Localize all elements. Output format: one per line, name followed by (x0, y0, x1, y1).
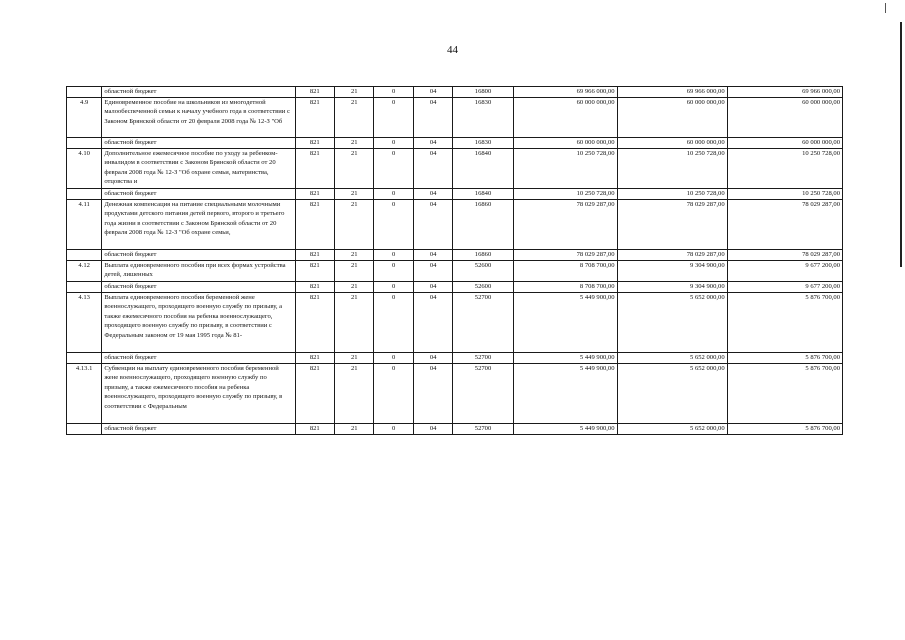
table-row (67, 424, 843, 435)
item-name-text: Субвенции на выплату единовременного пособия беременной жене военнослужащего, проходящего военную службу по призыву, а также ежемесячного пособия на ребенка военнослужащего, проходящего военную службу по призыву, в соответствии с Федеральным (104, 365, 283, 410)
row-number-cell (67, 138, 102, 149)
code-ministry-cell: 821 (295, 282, 334, 293)
item-name-cell (102, 293, 295, 353)
code-program-cell: 04 (413, 424, 452, 435)
code-section-cell: 21 (335, 138, 374, 149)
amount-year1-cell: 10 250 728,00 (513, 189, 617, 200)
table-row (67, 149, 843, 189)
item-name-text: областной бюджет (104, 251, 157, 258)
item-name-cell (102, 261, 295, 282)
amount-year2-cell: 69 966 000,00 (617, 87, 727, 98)
amount-year3-cell: 69 966 000,00 (727, 87, 842, 98)
item-name-cell (102, 424, 295, 435)
code-ministry-cell: 821 (295, 200, 334, 250)
code-target-cell: 16860 (453, 200, 513, 250)
table-row (67, 200, 843, 250)
item-name-text: Выплата единовременного пособия беременной жене военнослужащего, проходящего военную службу по призыву, а также ежемесячного пособия на ребенка военнослужащего, проходящего военную службу по призыву, в соответствии с Федеральным законом от 19 мая 1995 года № 81- (104, 294, 283, 339)
code-subsection-cell: 0 (374, 87, 413, 98)
code-subsection-cell: 0 (374, 293, 413, 353)
amount-year1-cell: 8 708 700,00 (513, 261, 617, 282)
code-program-cell: 04 (413, 261, 452, 282)
item-name-cell (102, 138, 295, 149)
code-ministry-cell: 821 (295, 353, 334, 364)
code-section-cell: 21 (335, 364, 374, 424)
table-row (67, 87, 843, 98)
amount-year3-cell: 9 677 200,00 (727, 282, 842, 293)
code-section-cell: 21 (335, 200, 374, 250)
item-name-cell (102, 149, 295, 189)
amount-year2-cell: 9 304 900,00 (617, 282, 727, 293)
table-row (67, 98, 843, 138)
code-target-cell: 52700 (453, 364, 513, 424)
item-name-text: Дополнительное ежемесячное пособие по уходу за ребенком-инвалидом в соответствии с Законом Брянской области от 20 февраля 2008 года № 12-З "Об охране семьи, материнства, отцовства и (104, 150, 278, 186)
code-ministry-cell: 821 (295, 250, 334, 261)
code-target-cell: 52600 (453, 261, 513, 282)
code-subsection-cell: 0 (374, 424, 413, 435)
code-target-cell: 52700 (453, 424, 513, 435)
code-target-cell: 52700 (453, 293, 513, 353)
code-subsection-cell: 0 (374, 353, 413, 364)
table-row (67, 364, 843, 424)
item-name-text: областной бюджет (104, 283, 157, 290)
amount-year1-cell: 5 449 900,00 (513, 424, 617, 435)
row-number-cell (67, 424, 102, 435)
item-name-text: областной бюджет (104, 190, 157, 197)
code-target-cell: 16840 (453, 149, 513, 189)
amount-year3-cell: 9 677 200,00 (727, 261, 842, 282)
item-name-text: областной бюджет (104, 425, 157, 432)
amount-year2-cell: 78 029 287,00 (617, 200, 727, 250)
table-row (67, 282, 843, 293)
code-ministry-cell: 821 (295, 149, 334, 189)
code-section-cell: 21 (335, 424, 374, 435)
code-section-cell: 21 (335, 293, 374, 353)
code-section-cell: 21 (335, 353, 374, 364)
amount-year1-cell: 78 029 287,00 (513, 250, 617, 261)
amount-year2-cell: 5 652 000,00 (617, 293, 727, 353)
row-number-cell (67, 353, 102, 364)
amount-year2-cell: 5 652 000,00 (617, 353, 727, 364)
item-name-text: Денежная компенсация на питание специальными молочными продуктами детского питания детей первого, второго и третьего года жизни в соответствии с Законом Брянской области от 20 февраля 2008 года № 12-З "Об охране семьи, (104, 201, 285, 237)
amount-year2-cell: 60 000 000,00 (617, 138, 727, 149)
item-name-text: областной бюджет (104, 88, 157, 95)
code-program-cell: 04 (413, 149, 452, 189)
amount-year1-cell: 69 966 000,00 (513, 87, 617, 98)
table-row (67, 138, 843, 149)
budget-table (66, 86, 843, 435)
code-subsection-cell: 0 (374, 200, 413, 250)
amount-year3-cell: 10 250 728,00 (727, 189, 842, 200)
item-name-text: Единовременное пособие на школьников из многодетной малообеспеченной семьи к началу учебного года в соответствии с Законом Брянской области от 20 февраля 2008 года № 12-З "Об (104, 99, 290, 125)
code-program-cell: 04 (413, 250, 452, 261)
scan-edge-bar (900, 22, 902, 267)
code-target-cell: 52600 (453, 282, 513, 293)
code-program-cell: 04 (413, 353, 452, 364)
amount-year3-cell: 60 000 000,00 (727, 138, 842, 149)
code-ministry-cell: 821 (295, 293, 334, 353)
amount-year1-cell: 5 449 900,00 (513, 353, 617, 364)
item-name-cell (102, 98, 295, 138)
code-section-cell: 21 (335, 282, 374, 293)
amount-year2-cell: 78 029 287,00 (617, 250, 727, 261)
amount-year3-cell: 10 250 728,00 (727, 149, 842, 189)
code-section-cell: 21 (335, 98, 374, 138)
code-subsection-cell: 0 (374, 261, 413, 282)
row-number-cell (67, 282, 102, 293)
code-subsection-cell: 0 (374, 98, 413, 138)
amount-year2-cell: 5 652 000,00 (617, 364, 727, 424)
row-number-cell (67, 87, 102, 98)
code-subsection-cell: 0 (374, 250, 413, 261)
amount-year3-cell: 5 876 700,00 (727, 353, 842, 364)
code-program-cell: 04 (413, 98, 452, 138)
table-row (67, 250, 843, 261)
amount-year1-cell: 60 000 000,00 (513, 138, 617, 149)
item-name-cell (102, 364, 295, 424)
code-section-cell: 21 (335, 149, 374, 189)
amount-year3-cell: 60 000 000,00 (727, 98, 842, 138)
amount-year1-cell: 60 000 000,00 (513, 98, 617, 138)
code-ministry-cell: 821 (295, 98, 334, 138)
amount-year3-cell: 5 876 700,00 (727, 364, 842, 424)
table-body (67, 87, 843, 435)
page-number: 44 (447, 44, 458, 56)
code-ministry-cell: 821 (295, 364, 334, 424)
item-name-cell (102, 353, 295, 364)
code-section-cell: 21 (335, 189, 374, 200)
row-number-cell (67, 250, 102, 261)
code-target-cell: 16860 (453, 250, 513, 261)
item-name-cell (102, 200, 295, 250)
amount-year2-cell: 9 304 900,00 (617, 261, 727, 282)
amount-year1-cell: 10 250 728,00 (513, 149, 617, 189)
code-ministry-cell: 821 (295, 189, 334, 200)
code-program-cell: 04 (413, 138, 452, 149)
item-name-cell (102, 282, 295, 293)
code-program-cell: 04 (413, 293, 452, 353)
row-number-cell: 4.12 (67, 261, 102, 282)
code-target-cell: 16830 (453, 98, 513, 138)
code-program-cell: 04 (413, 200, 452, 250)
code-subsection-cell: 0 (374, 189, 413, 200)
row-number-cell (67, 189, 102, 200)
row-number-cell: 4.11 (67, 200, 102, 250)
code-program-cell: 04 (413, 364, 452, 424)
amount-year2-cell: 10 250 728,00 (617, 189, 727, 200)
code-subsection-cell: 0 (374, 138, 413, 149)
amount-year3-cell: 5 876 700,00 (727, 293, 842, 353)
code-program-cell: 04 (413, 282, 452, 293)
amount-year1-cell: 5 449 900,00 (513, 293, 617, 353)
amount-year3-cell: 5 876 700,00 (727, 424, 842, 435)
item-name-cell (102, 87, 295, 98)
item-name-text: Выплата единовременного пособия при всех формах устройства детей, лишенных (104, 262, 286, 279)
code-ministry-cell: 821 (295, 87, 334, 98)
table-row (67, 189, 843, 200)
amount-year2-cell: 10 250 728,00 (617, 149, 727, 189)
item-name-cell (102, 250, 295, 261)
code-section-cell: 21 (335, 250, 374, 261)
item-name-text: областной бюджет (104, 139, 157, 146)
code-target-cell: 16840 (453, 189, 513, 200)
edge-mark (885, 3, 886, 13)
code-target-cell: 16800 (453, 87, 513, 98)
code-subsection-cell: 0 (374, 364, 413, 424)
code-target-cell: 52700 (453, 353, 513, 364)
amount-year1-cell: 78 029 287,00 (513, 200, 617, 250)
code-ministry-cell: 821 (295, 138, 334, 149)
code-program-cell: 04 (413, 189, 452, 200)
table-row (67, 293, 843, 353)
table-row (67, 261, 843, 282)
amount-year3-cell: 78 029 287,00 (727, 200, 842, 250)
table-row (67, 353, 843, 364)
code-subsection-cell: 0 (374, 149, 413, 189)
row-number-cell: 4.9 (67, 98, 102, 138)
row-number-cell: 4.13 (67, 293, 102, 353)
code-section-cell: 21 (335, 261, 374, 282)
amount-year1-cell: 8 708 700,00 (513, 282, 617, 293)
amount-year3-cell: 78 029 287,00 (727, 250, 842, 261)
amount-year1-cell: 5 449 900,00 (513, 364, 617, 424)
code-program-cell: 04 (413, 87, 452, 98)
amount-year2-cell: 60 000 000,00 (617, 98, 727, 138)
row-number-cell: 4.10 (67, 149, 102, 189)
amount-year2-cell: 5 652 000,00 (617, 424, 727, 435)
item-name-text: областной бюджет (104, 354, 157, 361)
item-name-cell (102, 189, 295, 200)
code-ministry-cell: 821 (295, 424, 334, 435)
code-section-cell: 21 (335, 87, 374, 98)
code-subsection-cell: 0 (374, 282, 413, 293)
row-number-cell: 4.13.1 (67, 364, 102, 424)
code-ministry-cell: 821 (295, 261, 334, 282)
code-target-cell: 16830 (453, 138, 513, 149)
